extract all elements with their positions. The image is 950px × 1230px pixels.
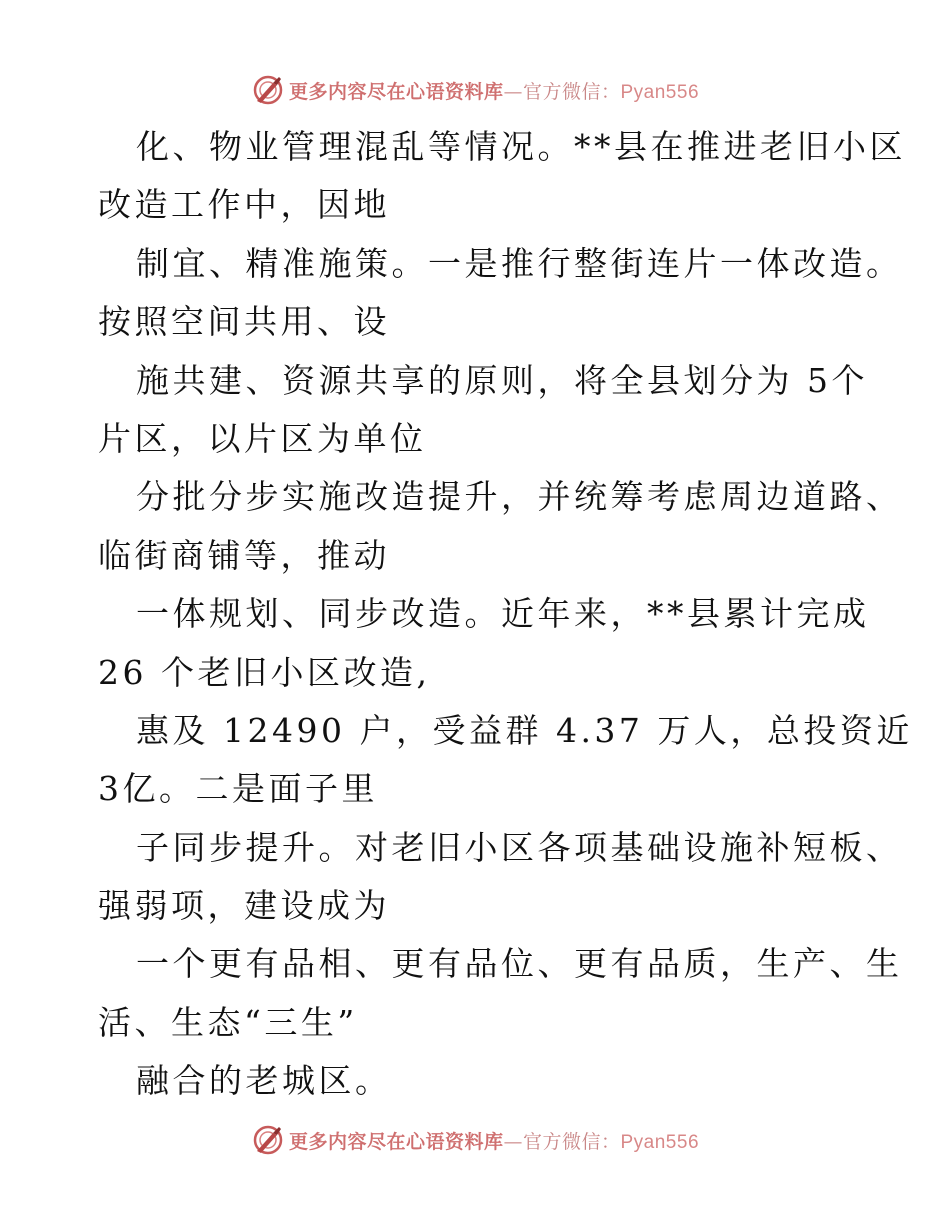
body-line: 一个更有品相、更有品位、更有品质，生产、生 <box>136 944 903 984</box>
body-line: 临街商铺等，推动 <box>98 535 390 575</box>
watermark-wechat-id: Pyan556 <box>620 81 700 103</box>
body-line: 3亿。二是面子里 <box>98 769 378 809</box>
watermark-main-text: 更多内容尽在心语资料库 <box>288 1130 504 1153</box>
body-line: 子同步提升。对老旧小区各项基础设施补短板、 <box>136 827 903 867</box>
body-line: 施共建、资源共享的原则，将全县划分为 5个 <box>136 360 868 400</box>
body-line: 惠及 12490 户，受益群 4.37 万人，总投资近 <box>136 710 913 750</box>
body-line: 活、生态“三生” <box>98 1002 358 1042</box>
body-line: 改造工作中，因地 <box>98 185 390 225</box>
document-body <box>98 118 913 1111</box>
brush-logo-icon <box>251 73 285 107</box>
watermark-text <box>289 77 699 104</box>
watermark-wechat-id: Pyan556 <box>620 1131 700 1153</box>
watermark-dash: — <box>503 1130 523 1153</box>
body-line: 化、物业管理混乱等情况。**县在推进老旧小区 <box>136 127 906 166</box>
body-line: 强弱项，建设成为 <box>98 886 390 926</box>
footer-watermark <box>0 1120 950 1160</box>
body-line: 一体规划、同步改造。近年来，**县累计完成 <box>136 594 870 634</box>
body-line: 分批分步实施改造提升，并统筹考虑周边道路、 <box>136 477 903 517</box>
watermark-dash: — <box>503 80 523 103</box>
body-line: 片区，以片区为单位 <box>98 418 427 458</box>
body-line: 按照空间共用、设 <box>98 302 390 342</box>
watermark-official-label: 官方微信： <box>522 1130 621 1153</box>
body-line: 制宜、精准施策。一是推行整街连片一体改造。 <box>136 243 903 283</box>
body-line: 26 个老旧小区改造, <box>98 652 431 692</box>
watermark-official-label: 官方微信： <box>522 80 621 103</box>
brush-logo-icon <box>251 1123 285 1157</box>
body-line: 融合的老城区。 <box>136 1061 392 1101</box>
watermark-text <box>289 1127 699 1154</box>
watermark-main-text: 更多内容尽在心语资料库 <box>288 80 504 103</box>
header-watermark <box>0 70 950 110</box>
